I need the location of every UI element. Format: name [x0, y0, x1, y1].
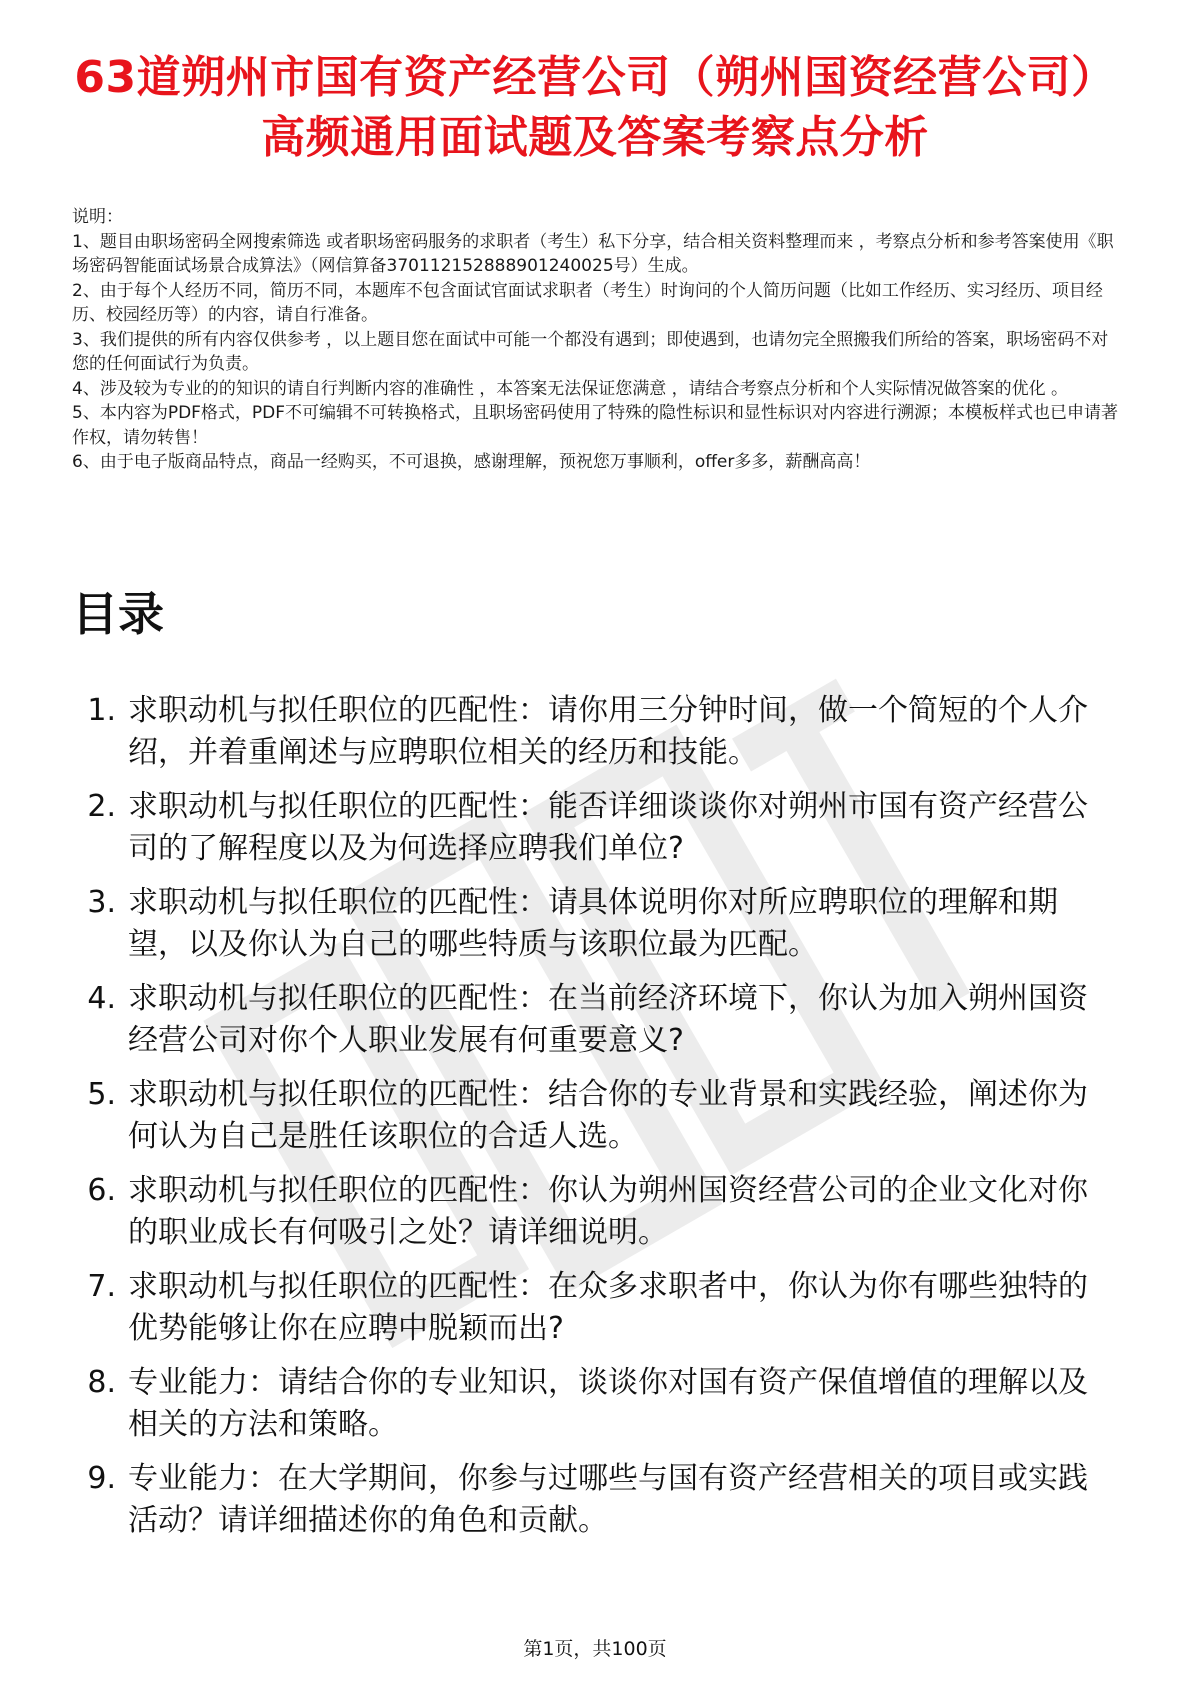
- toc-heading: 目录: [72, 587, 164, 641]
- toc-item-text: 求职动机与拟任职位的匹配性：你认为朔州国资经营公司的企业文化对你的职业成长有何吸引之处？请详细说明。: [128, 1173, 1088, 1250]
- toc-item-number: 1.: [87, 693, 116, 728]
- toc-item-number: 8.: [87, 1365, 116, 1400]
- note-item: 2、由于每个人经历不同，简历不同，本题库不包含面试官面试求职者（考生）时询问的个人简历问题（比如工作经历、实习经历、项目经历、校园经历等）的内容，请自行准备。: [72, 280, 1103, 325]
- toc-item-number: 9.: [87, 1461, 116, 1496]
- page-number: 第1页，共100页: [523, 1638, 667, 1660]
- toc-item-text: 求职动机与拟任职位的匹配性：结合你的专业背景和实践经验，阐述你为何认为自己是胜任该职位的合适人选。: [128, 1077, 1088, 1154]
- toc-item-text: 求职动机与拟任职位的匹配性：能否详细谈谈你对朔州市国有资产经营公司的了解程度以及为何选择应聘我们单位?: [128, 789, 1088, 866]
- toc-item-number: 6.: [87, 1173, 116, 1208]
- toc-item[interactable]: [72, 786, 1112, 870]
- table-of-contents: [72, 690, 1112, 1554]
- note-item: 3、我们提供的所有内容仅供参考 ，以上题目您在面试中可能一个都没有遇到；即使遇到，也请勿完全照搬我们所给的答案，职场密码不对您的任何面试行为负责。: [72, 329, 1109, 374]
- toc-item[interactable]: [72, 882, 1112, 966]
- toc-item-text: 求职动机与拟任职位的匹配性：在当前经济环境下，你认为加入朔州国资经营公司对你个人职业发展有何重要意义?: [128, 981, 1088, 1058]
- toc-item-text: 专业能力：请结合你的专业知识，谈谈你对国有资产保值增值的理解以及相关的方法和策略。: [128, 1365, 1088, 1442]
- toc-item[interactable]: [72, 1074, 1112, 1158]
- toc-item-text: 求职动机与拟任职位的匹配性：请你用三分钟时间，做一个简短的个人介绍，并着重阐述与应聘职位相关的经历和技能。: [128, 693, 1088, 770]
- toc-item[interactable]: [72, 690, 1112, 774]
- document-title: 63道朔州市国有资产经营公司（朔州国资经营公司）高频通用面试题及答案考察点分析: [74, 52, 1116, 163]
- toc-item-text: 专业能力：在大学期间，你参与过哪些与国有资产经营相关的项目或实践活动？请详细描述你的角色和贡献。: [128, 1461, 1088, 1538]
- toc-item-number: 5.: [87, 1077, 116, 1112]
- disclaimer-notes: [72, 205, 1122, 475]
- notes-heading: 说明：: [72, 207, 123, 227]
- toc-item-text: 求职动机与拟任职位的匹配性：在众多求职者中，你认为你有哪些独特的优势能够让你在应聘中脱颖而出?: [128, 1269, 1088, 1346]
- toc-item-number: 4.: [87, 981, 116, 1016]
- note-item: 5、本内容为PDF格式，PDF不可编辑不可转换格式，且职场密码使用了特殊的隐性标识和显性标识对内容进行溯源；本模板样式也已申请著作权，请勿转售！: [72, 403, 1119, 448]
- toc-item[interactable]: [72, 1266, 1112, 1350]
- toc-item-number: 7.: [87, 1269, 116, 1304]
- toc-item[interactable]: [72, 1362, 1112, 1446]
- toc-item[interactable]: [72, 978, 1112, 1062]
- toc-item-number: 3.: [87, 885, 116, 920]
- note-item: 1、题目由职场密码全网搜索筛选 或者职场密码服务的求职者（考生）私下分享，结合相关资料整理而来 ，考察点分析和参考答案使用《职场密码智能面试场景合成算法》（网信算备370112152888901240025号）生成。: [72, 231, 1114, 276]
- note-item: 6、由于电子版商品特点，商品一经购买，不可退换，感谢理解，预祝您万事顺利，offer多多，薪酬高高！: [72, 452, 871, 472]
- note-item: 4、涉及较为专业的的知识的请自行判断内容的准确性 ，本答案无法保证您满意 ，请结合考察点分析和个人实际情况做答案的优化 。: [72, 378, 1069, 399]
- toc-item-number: 2.: [87, 789, 116, 824]
- toc-item[interactable]: [72, 1170, 1112, 1254]
- toc-item-text: 求职动机与拟任职位的匹配性：请具体说明你对所应聘职位的理解和期望，以及你认为自己的哪些特质与该职位最为匹配。: [128, 885, 1058, 962]
- toc-item[interactable]: [72, 1458, 1112, 1542]
